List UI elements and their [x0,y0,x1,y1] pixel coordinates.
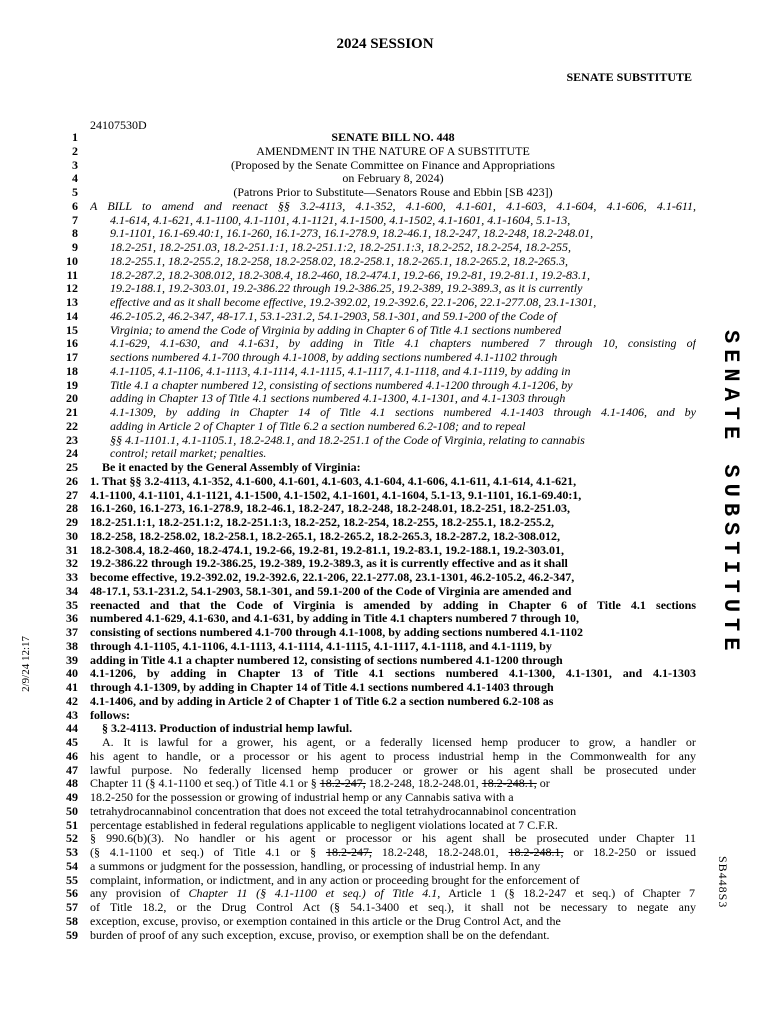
text-segment: 46.2-105.2, 46.2-347, 48-17.1, 53.1-231.2, 54.1-2903, 58.1-301, and 59.1-200 of the Code of [110,309,557,323]
line-number: 18 [66,363,78,378]
bill-line [60,860,700,874]
bill-line [60,489,700,503]
bill-line [60,214,700,228]
text-segment: § 990.6(b)(3). No handler or his agent or processor or his agent shall be prosecuted under Chapter 11 [90,832,696,846]
line-text [90,626,696,640]
line-text [90,475,696,489]
line-number: 54 [66,858,78,873]
text-segment: § 3.2-4113. Production of industrial hemp lawful. [102,722,353,736]
line-text [90,227,696,241]
line-text [90,887,696,901]
text-segment: through 4.1-1309, by adding in Chapter 14 of Title 4.1 sections numbered 4.1-1403 through [90,681,554,694]
text-segment: percentage established in federal regulations applicable to negligent violations located at 7 C.F.R. [90,818,558,832]
session-title: 2024 SESSION [336,36,434,52]
line-text [90,874,696,888]
bill-line [60,599,700,613]
line-number: 53 [66,845,78,859]
bill-line [60,791,700,805]
text-segment: Article 1 (§ 18.2-247 et seq.) of Chapter 7 [440,887,696,901]
line-number: 5 [72,185,78,199]
bill-line [60,296,700,310]
bill-line [60,764,700,778]
text-segment: lawful purpose. No federally licensed hemp producer or grower or his agent shall be prosecuted under [90,763,696,777]
bill-line [60,131,700,145]
line-text [90,530,696,544]
bill-line [60,365,700,379]
line-number: 31 [66,542,78,557]
bill-line [60,654,700,668]
bill-line [60,750,700,764]
line-number: 12 [66,281,78,296]
text-segment: Virginia; to amend the Code of Virginia by adding in Chapter 6 of Title 4.1 sections numbered [110,323,562,337]
text-segment: of Title 18.2, or the Drug Control Act (§ 54.1-3400 et seq.), it shall not be necessary to negate any [90,901,696,914]
line-number: 37 [66,625,78,639]
text-segment: 48-17.1, 53.1-231.2, 54.1-2903, 58.1-301, and 59.1-200 of the Code of Virginia are amended and [90,584,572,598]
line-text [90,420,696,434]
line-text [90,296,696,310]
line-text [90,681,696,695]
line-number: 48 [66,776,78,791]
text-segment: burden of proof of any such exception, excuse, proviso, or exemption shall be on the defendant. [90,928,550,942]
line-number: 51 [66,817,78,832]
line-number: 13 [66,295,78,309]
bill-line [60,282,700,296]
text-segment: become effective, 19.2-392.02, 19.2-392.6, 22.1-206, 22.1-277.08, 23.1-1301, 46.2-105.2, 46.2-347, [90,571,575,584]
text-segment: 18.2-251.1:1, 18.2-251.1:2, 18.2-251.1:3, 18.2-252, 18.2-254, 18.2-255, 18.2-255.1, 18.2-255.2, [90,516,554,529]
bill-line [60,351,700,365]
text-segment: 1. That §§ 3.2-4113, 4.1-352, 4.1-600, 4.1-601, 4.1-603, 4.1-604, 4.1-606, 4.1-611, 4.1-614, 4.1-621, [90,474,577,488]
bill-line [60,585,700,599]
text-segment: Chapter 11 (§ 4.1-1100 et seq.) of Title 4.1 or § [90,777,320,791]
line-number: 28 [66,501,78,516]
line-text [90,901,696,915]
line-number: 2 [72,143,78,158]
bill-line [60,310,700,324]
line-text [90,255,696,269]
bill-line [60,200,700,214]
bill-line [60,832,700,846]
line-text [90,461,696,475]
line-text [90,915,696,929]
text-segment: 18.2-308.4, 18.2-460, 18.2-474.1, 19.2-66, 19.2-81, 19.2-81.1, 19.2-83.1, 19.2-188.1, 19.2-303.01, [90,543,564,557]
line-text [90,282,696,296]
line-number: 19 [66,377,78,392]
line-text [90,860,696,874]
text-segment: 18.2-258, 18.2-258.02, 18.2-258.1, 18.2-265.1, 18.2-265.2, 18.2-265.3, 18.2-287.2, 18.2-308.012, [90,529,560,543]
text-segment: 4.1-629, 4.1-630, and 4.1-631, by adding in Title 4.1 chapters numbered 7 through 10, consisting of [110,337,696,351]
text-segment: numbered 4.1-629, 4.1-630, and 4.1-631, by adding in Title 4.1 chapters numbered 7 through 10, [90,612,579,626]
line-text [90,846,696,860]
line-text [90,145,696,159]
text-segment: 18.2-255.1, 18.2-255.2, 18.2-258, 18.2-258.02, 18.2-258.1, 18.2-265.1, 18.2-265.2, 18.2-265.3, [110,254,568,268]
line-text [90,392,696,406]
line-text [90,172,696,186]
bill-line [60,640,700,654]
line-number: 23 [66,432,78,447]
line-text [90,599,696,613]
struck-text: 18.2-248.1, [508,846,564,859]
document-id: 24107530D [90,118,147,132]
text-segment: (Proposed by the Senate Committee on Finance and Appropriations [231,158,555,172]
bill-line [60,434,700,448]
text-segment: (Patrons Prior to Substitute—Senators Rouse and Ebbin [SB 423]) [233,186,553,199]
line-text [90,805,696,819]
line-text [90,447,696,461]
bill-line [60,447,700,461]
line-text [90,695,696,709]
bill-line [60,667,700,681]
bill-line [60,901,700,915]
bill-line [60,915,700,929]
bill-line [60,722,700,736]
line-text [90,324,696,338]
line-text [90,929,696,943]
line-text [90,434,696,448]
line-text [90,736,696,750]
text-segment: AMENDMENT IN THE NATURE OF A SUBSTITUTE [256,144,530,158]
line-number: 58 [66,913,78,928]
bill-line [60,929,700,943]
bill-line [60,186,700,200]
line-number: 4 [72,171,78,186]
line-number: 10 [66,253,78,268]
text-segment: or [536,777,550,791]
line-number: 8 [72,226,78,241]
bill-line [60,819,700,833]
line-number: 52 [66,831,78,846]
line-number: 32 [66,556,78,571]
bill-line [60,557,700,571]
bill-line [60,736,700,750]
text-segment: 4.1-1105, 4.1-1106, 4.1-1113, 4.1-1114, 4.1-1115, 4.1-1117, 4.1-1118, and 4.1-1119, by adding in [110,364,571,378]
line-number: 27 [66,487,78,502]
bill-code: SB448S3 [716,856,730,909]
line-text [90,612,696,626]
bill-line [60,406,700,420]
line-number: 29 [66,515,78,529]
text-segment: his agent to handle, or a processor or his agent to process industrial hemp in the Commonwealth for any [90,749,696,763]
line-number: 25 [66,460,78,474]
text-segment: 9.1-1101, 16.1-69.40:1, 16.1-260, 16.1-273, 16.1-278.9, 18.2-46.1, 18.2-247, 18.2-248, 18.2-248.01, [110,227,594,241]
bill-line [60,172,700,186]
line-number: 49 [66,790,78,804]
line-text [90,214,696,228]
bill-line [60,874,700,888]
bill-line [60,227,700,241]
line-number: 17 [66,350,78,364]
bill-line [60,626,700,640]
line-text [90,365,696,379]
line-text [90,819,696,833]
line-text [90,585,696,599]
line-number: 41 [66,680,78,694]
text-segment: 4.1-614, 4.1-621, 4.1-1100, 4.1-1101, 4.1-1121, 4.1-1500, 4.1-1502, 4.1-1601, 4.1-1604, 5.1-13, [110,213,571,227]
line-number: 22 [66,418,78,433]
line-text [90,654,696,668]
line-number: 46 [66,748,78,763]
bill-text [60,131,700,942]
text-segment: Title 4.1 a chapter numbered 12, consisting of sections numbered 4.1-1200 through 4.1-1206, by [110,378,573,392]
bill-line [60,379,700,393]
line-text [90,310,696,324]
bill-line [60,709,700,723]
text-segment: on February 8, 2024) [342,172,444,186]
line-text [90,544,696,558]
line-number: 34 [66,583,78,598]
bill-line [60,681,700,695]
line-number: 39 [66,652,78,667]
line-text [90,186,696,200]
text-segment: adding in Chapter 13 of Title 4.1 sections numbered 4.1-1300, 4.1-1301, and 4.1-1303 through [110,392,566,406]
text-segment: 16.1-260, 16.1-273, 16.1-278.9, 18.2-46.1, 18.2-247, 18.2-248, 18.2-248.01, 18.2-251, 18.2-251.03, [90,502,570,516]
text-segment: 19.2-386.22 through 19.2-386.25, 19.2-389, 19.2-389.3, as it is currently effective and as it shall [90,557,568,571]
bill-line [60,269,700,283]
bill-line [60,145,700,159]
line-number: 44 [66,721,78,736]
line-number: 26 [66,473,78,488]
line-text [90,159,696,173]
text-segment: 18.2-248, 18.2-248.01, [365,777,482,791]
line-number: 20 [66,391,78,406]
line-text [90,131,696,145]
text-segment: complaint, information, or indictment, and in any action or proceeding brought for the enforcement of [90,873,580,887]
bill-line [60,887,700,901]
line-text [90,406,696,420]
text-segment: 4.1-1406, and by adding in Article 2 of Chapter 1 of Title 6.2 a section numbered 6.2-108 as [90,694,554,708]
bill-line [60,337,700,351]
bill-line [60,846,700,860]
text-segment: §§ 4.1-1101.1, 4.1-1105.1, 18.2-248.1, and 18.2-251.1 of the Code of Virginia, relating to cannabis [110,433,585,447]
bill-line [60,475,700,489]
bill-line [60,502,700,516]
italic-reference: Chapter 11 (§ 4.1-1100 et seq.) of Title 4.1, [188,887,441,901]
bill-line [60,392,700,406]
line-number: 3 [72,157,78,172]
text-segment: consisting of sections numbered 4.1-700 through 4.1-1008, by adding sections numbered 4.1-1102 [90,626,584,639]
line-text [90,750,696,764]
line-number: 21 [66,405,78,419]
line-number: 33 [66,570,78,584]
text-segment: effective and as it shall become effective, 19.2-392.02, 19.2-392.6, 22.1-206, 22.1-277.08, 23.1-1301, [110,296,597,309]
text-segment: through 4.1-1105, 4.1-1106, 4.1-1113, 4.1-1114, 4.1-1115, 4.1-1117, 4.1-1118, and 4.1-1119, by [90,639,552,653]
text-segment: 4.1-1309, by adding in Chapter 14 of Title 4.1 sections numbered 4.1-1403 through 4.1-1406, and by [110,406,696,419]
text-segment: A BILL to amend and reenact §§ 3.2-4113, 4.1-352, 4.1-600, 4.1-601, 4.1-603, 4.1-604, 4.1-606, 4.1-611, [90,199,696,213]
bill-line [60,255,700,269]
text-segment: or 18.2-250 or issued [563,846,696,859]
line-text [90,640,696,654]
line-text [90,502,696,516]
line-number: 43 [66,707,78,722]
line-text [90,337,696,351]
bill-line [60,324,700,338]
line-text [90,791,696,805]
line-text [90,557,696,571]
text-segment: adding in Article 2 of Chapter 1 of Title 6.2 a section numbered 6.2-108; and to repeal [110,419,526,433]
bill-line [60,420,700,434]
senate-substitute-heading: SENATE SUBSTITUTE [566,70,692,84]
line-number: 9 [72,240,78,254]
line-number: 6 [72,198,78,213]
bill-line [60,612,700,626]
bill-line [60,241,700,255]
line-number: 7 [72,212,78,227]
text-segment: 18.2-287.2, 18.2-308.012, 18.2-308.4, 18.2-460, 18.2-474.1, 19.2-66, 19.2-81, 19.2-81.1, 19.2-83.1, [110,268,590,282]
text-segment: Be it enacted by the General Assembly of Virginia: [102,461,361,474]
line-number: 36 [66,611,78,626]
line-number: 42 [66,693,78,708]
text-segment: 19.2-188.1, 19.2-303.01, 19.2-386.22 through 19.2-386.25, 19.2-389, 19.2-389.3, as it is currently [110,282,583,296]
line-number: 57 [66,900,78,914]
text-segment: 18.2-250 for the possession or growing of industrial hemp or any Cannabis sativa with a [90,791,514,804]
line-number: 1 [72,130,78,144]
struck-text: 18.2-247, [325,846,372,859]
bill-line [60,777,700,791]
line-text [90,241,696,255]
line-text [90,709,696,723]
text-segment: 4.1-1206, by adding in Chapter 13 of Title 4.1 sections numbered 4.1-1300, 4.1-1301, and 4.1-1303 [90,667,696,681]
line-text [90,667,696,681]
line-text [90,571,696,585]
bill-line [60,571,700,585]
text-segment: tetrahydrocannabinol concentration that does not exceed the total tetrahydrocannabinol concentration [90,804,577,818]
text-segment: reenacted and that the Code of Virginia is amended by adding in Chapter 6 of Title 4.1 sections [90,598,696,612]
line-text [90,489,696,503]
text-segment: follows: [90,708,130,722]
text-segment: any provision of [90,887,189,901]
text-segment: (§ 4.1-1100 et seq.) of Title 4.1 or § [90,846,326,859]
text-segment: 4.1-1100, 4.1-1101, 4.1-1121, 4.1-1500, 4.1-1502, 4.1-1601, 4.1-1604, 5.1-13, 9.1-1101, 16.1-69.40:1, [90,488,582,502]
text-segment: exception, excuse, proviso, or exemption contained in this article or the Drug Control Act, and the [90,914,561,928]
line-number: 30 [66,528,78,543]
line-number: 16 [66,336,78,351]
struck-text: 18.2-247, [319,777,366,791]
text-segment: SENATE BILL NO. 448 [331,131,455,144]
line-text [90,379,696,393]
line-number: 45 [66,735,78,749]
line-number: 50 [66,803,78,818]
text-segment: control; retail market; penalties. [110,447,267,461]
line-number: 11 [66,267,78,282]
line-number: 47 [66,762,78,777]
struck-text: 18.2-248.1, [481,777,537,791]
line-number: 24 [66,446,78,461]
line-text [90,351,696,365]
bill-line [60,159,700,173]
bill-line [60,461,700,475]
line-number: 15 [66,322,78,337]
line-number: 35 [66,597,78,612]
line-number: 40 [66,666,78,681]
text-segment: 18.2-248, 18.2-248.01, [371,846,509,859]
text-segment: sections numbered 4.1-700 through 4.1-1008, by adding sections numbered 4.1-1102 through [110,351,558,364]
text-segment: adding in Title 4.1 a chapter numbered 12, consisting of sections numbered 4.1-1200 through [90,653,563,667]
line-text [90,516,696,530]
bill-line [60,544,700,558]
line-text [90,777,696,791]
line-number: 56 [66,886,78,901]
line-text [90,269,696,283]
bill-line [60,805,700,819]
bill-line [60,516,700,530]
line-text [90,764,696,778]
line-number: 55 [66,872,78,887]
line-number: 59 [66,927,78,942]
line-text [90,200,696,214]
text-segment: a summons or judgment for the possession, handling, or processing of industrial hemp. In any [90,859,541,873]
line-number: 38 [66,638,78,653]
bill-line [60,695,700,709]
date-stamp: 2/9/24 12:17 [20,636,32,692]
text-segment: 18.2-251, 18.2-251.03, 18.2-251.1:1, 18.2-251.1:2, 18.2-251.1:3, 18.2-252, 18.2-254, 18.2-255, [110,241,571,254]
line-text [90,722,696,736]
line-text [90,832,696,846]
bill-line [60,530,700,544]
line-number: 14 [66,308,78,323]
text-segment: A. It is lawful for a grower, his agent, or a federally licensed hemp producer to grow, a handler or [102,736,696,749]
